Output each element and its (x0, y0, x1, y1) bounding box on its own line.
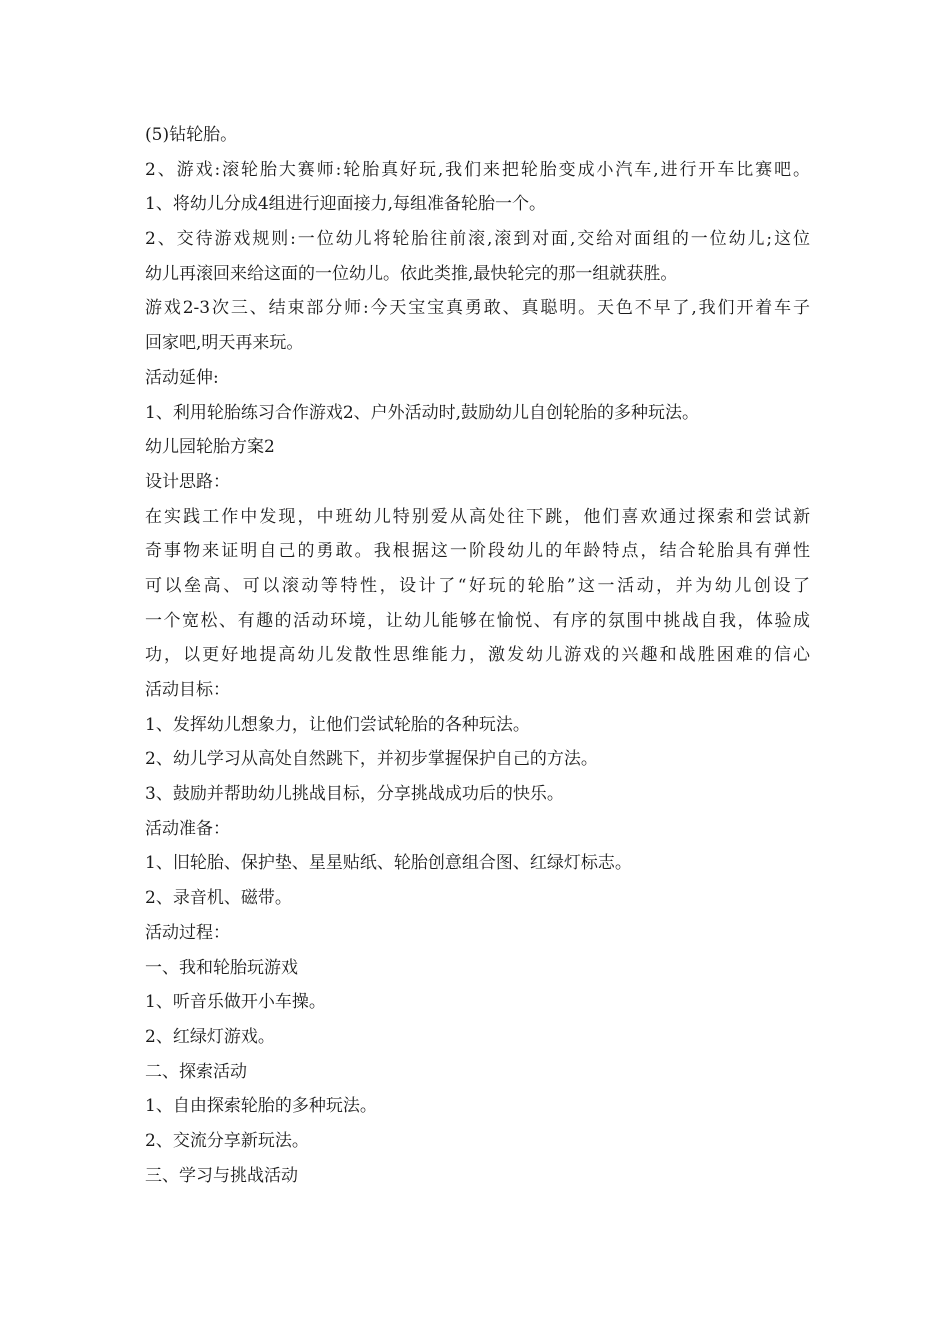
text-line: 1、旧轮胎、保护垫、星星贴纸、轮胎创意组合图、红绿灯标志。 (145, 853, 632, 874)
text-line: 活动目标： (145, 680, 230, 700)
text-line: 1、利用轮胎练习合作游戏2、户外活动时,鼓励幼儿自创轮胎的多种玩法。 (145, 402, 700, 423)
text-line: 活动延伸: (145, 367, 219, 388)
text-line: 1、将幼儿分成4组进行迎面接力,每组准备轮胎一个。 (145, 194, 547, 215)
text-line: 二、探索活动 (145, 1061, 247, 1082)
text-line: 2、录音机、磁带。 (145, 888, 292, 909)
text-line: 三、学习与挑战活动 (145, 1165, 298, 1186)
text-line: 设计思路： (145, 471, 230, 492)
text-line: 1、自由探索轮胎的多种玩法。 (145, 1096, 377, 1117)
text-line: 幼儿再滚回来给这面的一位幼儿。依此类推,最快轮完的那一组就获胜。 (145, 263, 678, 284)
text-line: 可以垒高、可以滚动等特性，设计了“好玩的轮胎”这一活动，并为幼儿创设了 (145, 575, 810, 596)
text-line: 一、我和轮胎玩游戏 (145, 957, 298, 978)
text-line: 1、听音乐做开小车操。 (145, 992, 326, 1013)
text-line: 活动准备： (145, 818, 230, 839)
text-line: 1、发挥幼儿想象力，让他们尝试轮胎的各种玩法。 (145, 714, 530, 735)
document-body (145, 118, 810, 1193)
text-line: 3、鼓励并帮助幼儿挑战目标，分享挑战成功后的快乐。 (145, 784, 564, 805)
text-line: 2、游戏:滚轮胎大赛师:轮胎真好玩,我们来把轮胎变成小汽车,进行开车比赛吧。 (145, 159, 810, 180)
text-line: (5)钻轮胎。 (145, 125, 238, 145)
text-line: 回家吧,明天再来玩。 (145, 333, 304, 354)
text-line: 一个宽松、有趣的活动环境，让幼儿能够在愉悦、有序的氛围中挑战自我，体验成 (145, 610, 810, 631)
text-line: 游戏2-3次三、结束部分师:今天宝宝真勇敢、真聪明。天色不早了,我们开着车子 (145, 298, 810, 319)
text-line: 2、交流分享新玩法。 (145, 1130, 309, 1151)
text-line: 活动过程： (145, 922, 230, 943)
text-line: 2、交待游戏规则:一位幼儿将轮胎往前滚,滚到对面,交给对面组的一位幼儿;这位 (145, 229, 810, 250)
text-line: 2、幼儿学习从高处自然跳下，并初步掌握保护自己的方法。 (145, 749, 598, 770)
text-line: 功，以更好地提高幼儿发散性思维能力，激发幼儿游戏的兴趣和战胜困难的信心 (145, 645, 810, 666)
text-line: 2、红绿灯游戏。 (145, 1026, 275, 1047)
text-line: 奇事物来证明自己的勇敢。我根据这一阶段幼儿的年龄特点，结合轮胎具有弹性 (145, 541, 810, 562)
text-line: 在实践工作中发现，中班幼儿特别爱从高处往下跳，他们喜欢通过探索和尝试新 (145, 506, 810, 527)
section-heading: 幼儿园轮胎方案2 (145, 437, 275, 458)
